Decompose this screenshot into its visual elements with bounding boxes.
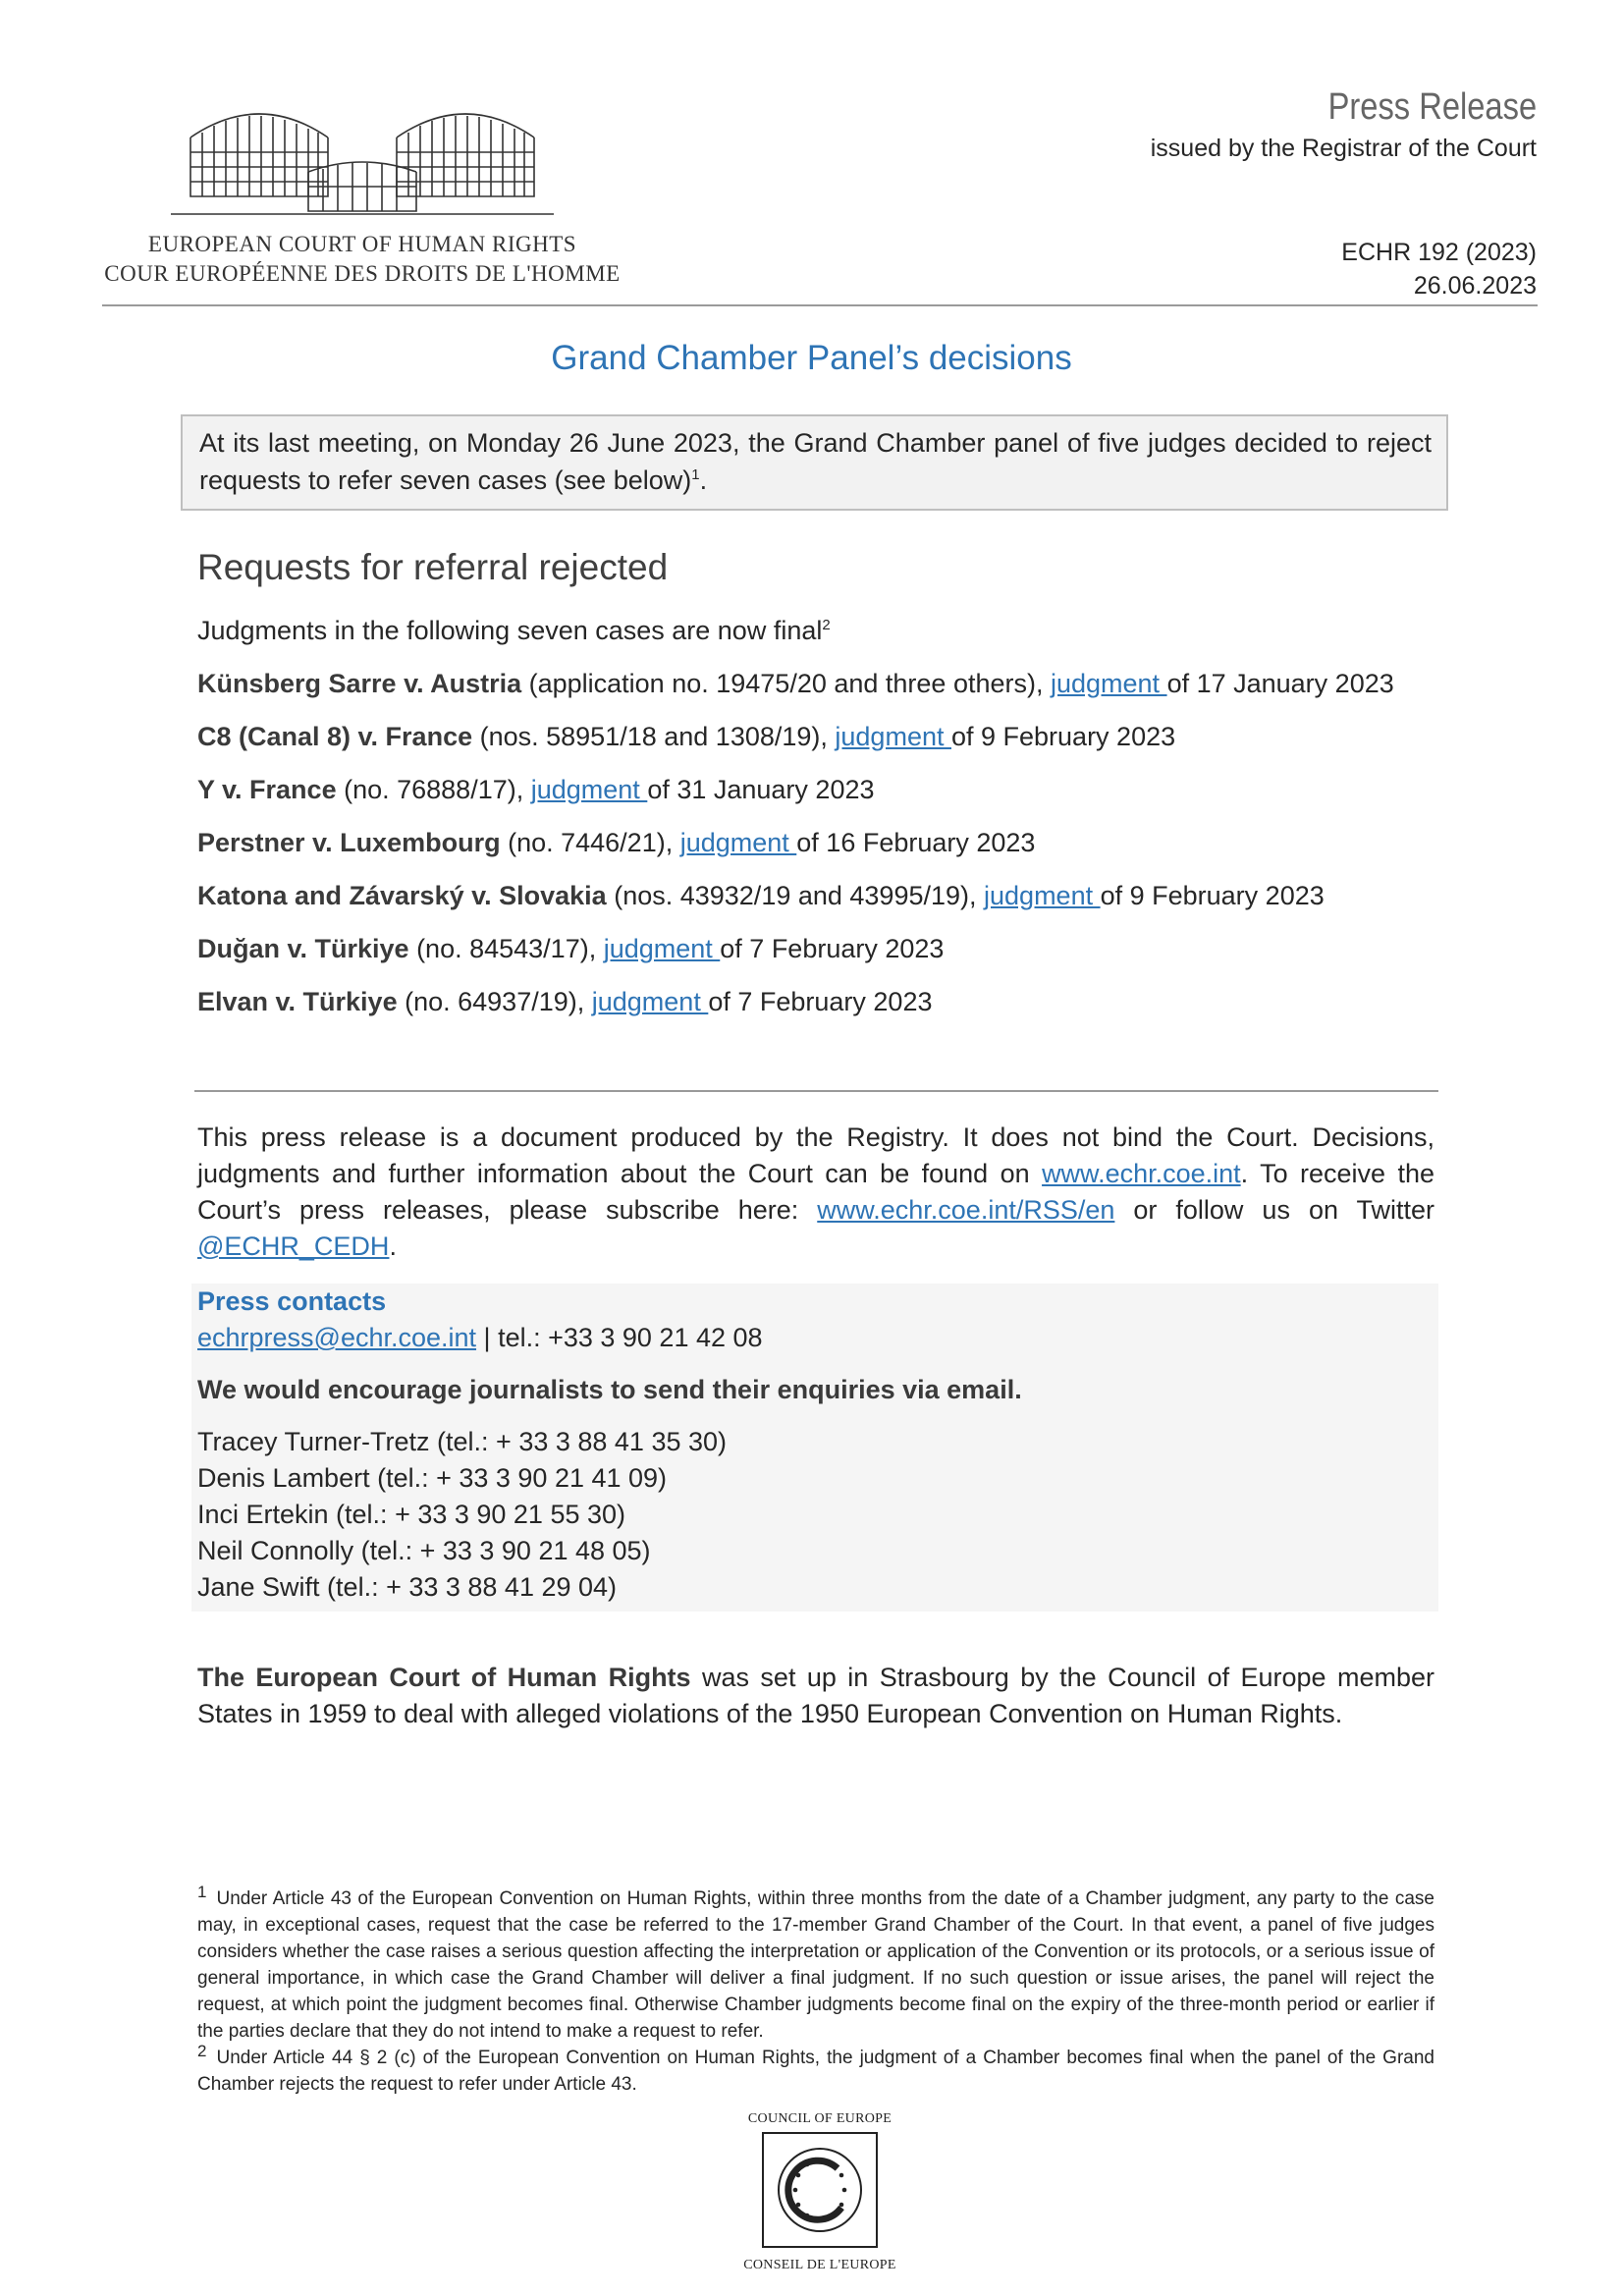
case-details: (no. 76888/17), [336,775,531,804]
twitter-link[interactable]: @ECHR_CEDH [197,1231,390,1261]
case-details: (no. 7446/21), [500,828,680,857]
footnote-text: Under Article 43 of the European Convention on Human Rights, within three months from the date of a Chamber judgment, any party to the case may, in exceptional cases, request that the case be referred to the 17-member Grand Chamber of the Court. In that event, a panel of five judges considers whether the case raises a serious question affecting the interpretation or application of the Convention or its protocols, or a serious issue of general importance, in which case the Grand Chamber will deliver a final judgment. If no such question or issue arises, the panel will reject the request, at which point the judgment becomes final. Otherwise Chamber judgments become final on the expiry of the three-month period or earlier if the parties declare that they do not intend to make a request to refer. [197,1888,1434,2042]
footnote-number: 2 [197,2041,207,2060]
case-name: C8 (Canal 8) v. France [197,722,473,751]
about-court [197,1660,1434,1732]
contact-person: Jane Swift (tel.: + 33 3 88 41 29 04) [197,1572,618,1602]
case-details: (no. 64937/19), [397,987,592,1016]
case-name: Katona and Závarský v. Slovakia [197,881,607,910]
intro-text: Judgments in the following seven cases are now final [197,616,823,645]
footnote-text: Under Article 44 § 2 (c) of the European Convention on Human Rights, the judgment of a Chamber becomes final when the panel of the Grand Chamber rejects the request to refer under Article 43. [197,2048,1434,2095]
judgment-link[interactable]: judgment [530,775,648,804]
judgment-link[interactable]: judgment [679,828,797,857]
press-release-label: Press Release [1327,86,1537,128]
case-name: Perstner v. Luxembourg [197,828,501,857]
judgment-link[interactable]: judgment [603,934,721,963]
court-name-fr: COUR EUROPÉENNE DES DROITS DE L'HOMME [104,261,621,286]
case-date: of 16 February 2023 [796,828,1036,857]
case-date: of 9 February 2023 [950,722,1176,751]
contact-person: Tracey Turner-Tretz (tel.: + 33 3 88 41 35 30) [197,1427,727,1456]
case-date: of 7 February 2023 [708,987,933,1016]
press-email-link[interactable]: echrpress@echr.coe.int [197,1323,477,1352]
case-list [197,609,1434,1033]
case-date: of 9 February 2023 [1100,881,1325,910]
case-name: Künsberg Sarre v. Austria [197,669,522,698]
footnote-ref-2[interactable]: 2 [822,617,831,633]
case-date: of 17 January 2023 [1166,669,1394,698]
about-court-text: was set up in Strasbourg by the Council of Europe member States in 1959 to deal with alleged violations of the 1950 European Convention on Human Rights. [197,1663,1434,1728]
intro-line [197,609,1434,662]
echr-website-link[interactable]: www.echr.coe.int [1042,1159,1241,1188]
list-item [197,821,1434,874]
contact-person: Inci Ertekin (tel.: + 33 3 90 21 55 30) [197,1500,626,1529]
contact-person: Denis Lambert (tel.: + 33 3 90 21 41 09) [197,1463,668,1493]
encourage-note: We would encourage journalists to send their enquiries via email. [197,1375,1022,1404]
case-name: Elvan v. Türkiye [197,987,398,1016]
court-name-en: EUROPEAN COURT OF HUMAN RIGHTS [147,232,577,256]
header-divider [102,304,1538,306]
council-name-en: COUNCIL OF EUROPE [747,2111,893,2126]
release-date: 26.06.2023 [1413,272,1537,300]
contact-person: Neil Connolly (tel.: + 33 3 90 21 48 05) [197,1536,651,1565]
summary-text: At its last meeting, on Monday 26 June 2023, the Grand Chamber panel of five judges decided to reject requests to refer seven cases (see below) [199,428,1432,495]
court-logo [102,98,622,295]
judgment-link[interactable]: judgment [984,881,1101,910]
section-divider [194,1090,1438,1092]
council-emblem-icon [761,2131,879,2249]
reference-block [1341,236,1537,302]
judgment-link[interactable]: judgment [1050,669,1167,698]
case-details: (nos. 58951/18 and 1308/19), [472,722,836,751]
footnote-ref-1[interactable]: 1 [691,466,700,483]
list-item [197,980,1434,1033]
list-item [197,768,1434,821]
disclaimer-text: This press release is a document produced by the Registry. It does not bind the Court. Decisions, judgments and further information about the Court can be found on [197,1122,1434,1188]
issued-by: issued by the Registrar of the Court [1150,135,1537,162]
case-name: Duğan v. Türkiye [197,934,409,963]
disclaimer-text: . [389,1231,397,1261]
footnote [197,1882,1434,2045]
footnotes [197,1882,1434,2098]
press-contacts-box [191,1284,1438,1612]
case-details: (no. 84543/17), [408,934,604,963]
press-contacts-heading: Press contacts [197,1286,387,1316]
section-heading: Requests for referral rejected [197,547,669,587]
judgment-link[interactable]: judgment [591,987,709,1016]
disclaimer-text: or follow us on Twitter [1114,1195,1434,1225]
summary-box [181,414,1448,511]
case-details: (nos. 43932/19 and 43995/19), [606,881,985,910]
rss-link[interactable]: www.echr.coe.int/RSS/en [817,1195,1115,1225]
press-email-line [197,1320,1425,1356]
council-of-europe-logo [722,2111,918,2288]
case-name: Y v. France [197,775,337,804]
disclaimer [197,1120,1434,1265]
page-title: Grand Chamber Panel’s decisions [551,339,1072,377]
list-item [197,715,1434,768]
about-court-name: The European Court of Human Rights [197,1663,691,1692]
case-date: of 7 February 2023 [720,934,945,963]
list-item [197,874,1434,927]
list-item [197,927,1434,980]
footnote [197,2041,1434,2098]
reference-number: ECHR 192 (2023) [1341,239,1537,266]
summary-end: . [699,465,708,495]
case-date: of 31 January 2023 [647,775,875,804]
footnote-number: 1 [197,1882,207,1901]
council-name-fr: CONSEIL DE L'EUROPE [743,2258,896,2272]
court-building-icon [171,98,554,221]
disclaimer-text: . To receive the Court’s press releases, please subscribe here: [197,1159,1434,1225]
press-tel: | tel.: +33 3 90 21 42 08 [476,1323,763,1352]
list-item [197,662,1434,715]
judgment-link[interactable]: judgment [835,722,951,751]
case-details: (application no. 19475/20 and three others), [521,669,1051,698]
